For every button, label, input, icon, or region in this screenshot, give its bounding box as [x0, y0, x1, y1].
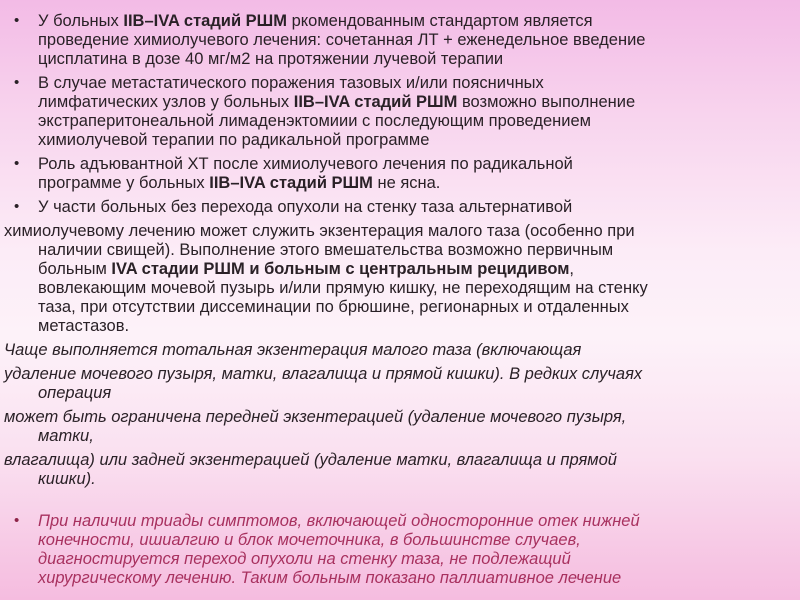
text-segment: конечности, ишиалгию и блок мочеточника, в большинстве случаев,: [38, 531, 581, 549]
text-segment: больным: [38, 260, 112, 278]
bullet-marker: •: [14, 198, 20, 215]
text-segment: Чаще выполняется тотальная экзентерация малого таза (включающая: [4, 341, 582, 359]
text-segment: химиолучевому лечению может служить экзентерация малого таза (особенно при: [4, 222, 635, 240]
text-segment: хирургическому лечению. Таким больным показано паллиативное лечение: [38, 569, 622, 587]
text-segment: не ясна.: [372, 174, 441, 192]
text-line: [0, 341, 800, 360]
text-line: [0, 298, 800, 317]
text-segment: матки,: [38, 427, 94, 445]
text-line: [0, 131, 800, 150]
text-segment: удаление мочевого пузыря, матки, влагалища и прямой кишки). В редких случаях: [4, 365, 643, 383]
emphasized-text-segment: IVA стадии РШМ и больным с центральным рецидивом: [111, 260, 570, 278]
text-segment: В случае метастатического поражения тазовых и/или поясничных: [38, 74, 544, 92]
text-line: [0, 50, 800, 69]
text-line: [0, 31, 800, 50]
text-line: [0, 317, 800, 336]
text-segment: У части больных без перехода опухоли на стенку таза альтернативой: [38, 198, 573, 216]
text-segment: возможно выполнение: [457, 93, 636, 111]
text-line: [0, 384, 800, 403]
text-line: [0, 241, 800, 260]
bullet-paragraph: [0, 512, 800, 588]
text-line: [0, 569, 800, 588]
text-line: [0, 550, 800, 569]
text-line: [0, 260, 800, 279]
text-paragraph: [0, 222, 800, 336]
text-segment: вовлекающим мочевой пузырь и/или прямую кишку, не переходящим на стенку: [38, 279, 648, 297]
text-line: [0, 174, 800, 193]
text-line: [0, 198, 800, 217]
bullet-paragraph: [0, 155, 800, 193]
text-line: [0, 512, 800, 531]
text-segment: Роль адъювантной ХТ после химиолучевого лечения по радикальной: [38, 155, 573, 173]
text-segment: ,: [569, 260, 574, 278]
text-segment: У больных: [38, 12, 124, 30]
text-line: [0, 470, 800, 489]
bullet-marker: •: [14, 12, 20, 29]
text-segment: таза, при отсутствии диссеминации по брюшине, регионарных и отдаленных: [38, 298, 629, 316]
text-segment: влагалища) или задней экзентерацией (удаление матки, влагалища и прямой: [4, 451, 617, 469]
text-segment: химиолучевой терапии по радикальной программе: [38, 131, 430, 149]
text-segment: программе у больных: [38, 174, 210, 192]
text-segment: наличии свищей). Выполнение этого вмешательства возможно первичным: [38, 241, 614, 259]
text-segment: цисплатина в дозе 40 мг/м2 на протяжении лучевой терапии: [38, 50, 504, 68]
text-line: [0, 112, 800, 131]
emphasized-text-segment: IIB–IVA стадий РШМ: [123, 12, 287, 30]
text-line: [0, 12, 800, 31]
bullet-paragraph: [0, 12, 800, 69]
text-line: [0, 408, 800, 427]
bullet-paragraph: [0, 198, 800, 217]
emphasized-text-segment: IIB–IVA стадий РШМ: [293, 93, 458, 111]
text-line: [0, 93, 800, 112]
text-segment: проведение химиолучевого лечения: сочетанная ЛТ + еженедельное введение: [38, 31, 646, 49]
text-line: [0, 74, 800, 93]
text-line: [0, 531, 800, 550]
slide-text-body: [0, 12, 800, 588]
text-line: [0, 427, 800, 446]
text-segment: метастазов.: [38, 317, 130, 335]
text-segment: При наличии триады симптомов, включающей односторонние отек нижней: [38, 512, 640, 530]
text-paragraph: [0, 341, 800, 360]
text-segment: может быть ограничена передней экзентерацией (удаление мочевого пузыря,: [4, 408, 627, 426]
bullet-marker: •: [14, 512, 20, 529]
bullet-marker: •: [14, 74, 20, 91]
text-paragraph: [0, 408, 800, 446]
text-segment: кишки).: [38, 470, 96, 488]
text-line: [0, 279, 800, 298]
bullet-marker: •: [14, 155, 20, 172]
text-segment: экстраперитонеальной лимаденэктомиии с последующим проведением: [38, 112, 591, 130]
text-line: [0, 222, 800, 241]
text-segment: операция: [38, 384, 112, 402]
text-line: [0, 451, 800, 470]
text-line: [0, 365, 800, 384]
text-segment: ркомендованным стандартом является: [287, 12, 593, 30]
text-line: [0, 155, 800, 174]
text-segment: лимфатических узлов у больных: [38, 93, 294, 111]
bullet-paragraph: [0, 74, 800, 150]
text-segment: диагностируется переход опухоли на стенку таза, не подлежащий: [38, 550, 571, 568]
text-paragraph: [0, 365, 800, 403]
text-paragraph: [0, 451, 800, 489]
emphasized-text-segment: IIB–IVA стадий РШМ: [209, 174, 373, 192]
